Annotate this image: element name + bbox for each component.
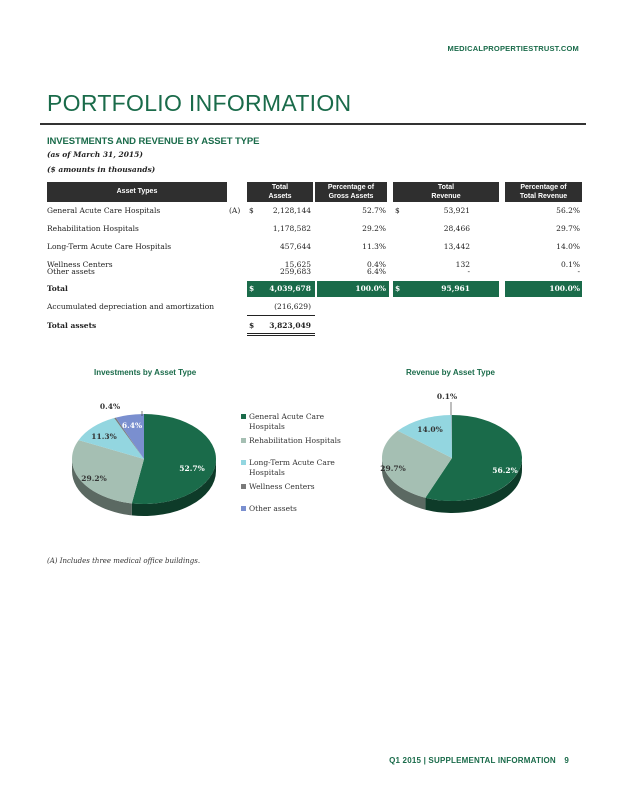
- table-row: [47, 242, 582, 254]
- row-pct-revenue: 29.7%: [556, 224, 580, 233]
- revenue-pie-chart: [368, 386, 538, 526]
- row-assets: 2,128,144: [272, 206, 311, 215]
- row-assets: 15,625: [284, 260, 311, 269]
- header-total-revenue: [393, 182, 499, 202]
- total-revenue: 95,961: [441, 284, 470, 293]
- header-asset-types: Asset Types: [47, 182, 227, 202]
- row-label: Long-Term Acute Care Hospitals: [47, 242, 172, 251]
- pie-slice-label: 29.7%: [380, 464, 406, 473]
- revenue-chart-title: Revenue by Asset Type: [406, 368, 495, 377]
- total-assets-label: Total assets: [47, 321, 97, 330]
- units-note: ($ amounts in thousands): [47, 165, 156, 174]
- accum-row: [47, 302, 582, 314]
- row-assets: 259,683: [279, 267, 311, 276]
- footer-text: Q1 2015 | SUPPLEMENTAL INFORMATION: [389, 756, 556, 765]
- footnote: (A) Includes three medical office buildings.: [47, 557, 201, 565]
- header-pct-gross: [315, 182, 387, 202]
- pie-slice-label: 0.4%: [99, 402, 121, 411]
- row-label: Other assets: [47, 267, 95, 276]
- row-revenue: 28,466: [443, 224, 470, 233]
- row-revenue: 53,921: [443, 206, 470, 215]
- total-dollar-rev: $: [395, 284, 401, 293]
- total-assets: 4,039,678: [269, 284, 311, 293]
- pie-slice-label: 29.2%: [81, 474, 107, 483]
- row-pct-revenue: 56.2%: [556, 206, 580, 215]
- row-revenue: 132: [455, 260, 470, 269]
- row-pct-revenue: 0.1%: [560, 260, 580, 269]
- row-pct-assets: 6.4%: [366, 267, 386, 276]
- row-pct-assets: 29.2%: [362, 224, 386, 233]
- row-revenue: -: [467, 267, 470, 276]
- total-rule-2: [247, 335, 315, 336]
- header-pct-revenue: [505, 182, 582, 202]
- total-rule-1: [247, 333, 315, 334]
- site-url[interactable]: MEDICALPROPERTIESTRUST.COM: [447, 44, 579, 53]
- row-dollar: $: [249, 206, 254, 215]
- legend-label: Wellness Centers: [249, 482, 315, 491]
- total-assets-dollar: $: [249, 321, 255, 330]
- pie-slice-label: 56.2%: [492, 466, 518, 475]
- legend-swatch: [241, 484, 246, 489]
- row-pct-assets: 52.7%: [362, 206, 386, 215]
- header-pct-revenue-line1: Percentage of: [520, 184, 567, 191]
- legend-label: Other assets: [249, 504, 297, 513]
- row-revenue: 13,442: [443, 242, 470, 251]
- legend-label: Long-Term Acute Care Hospitals: [249, 458, 335, 477]
- as-of-date: (as of March 31, 2015): [47, 150, 143, 159]
- row-dollar-rev: $: [395, 206, 400, 215]
- legend-swatch: [241, 414, 246, 419]
- total-row: [47, 284, 582, 296]
- pie-slice-label: 0.1%: [436, 392, 458, 401]
- header-total-revenue-line1: Total: [437, 184, 455, 191]
- page-number: 9: [564, 756, 569, 765]
- row-pct-assets: 0.4%: [366, 260, 386, 269]
- legend-swatch: [241, 506, 246, 511]
- header-pct-revenue-line2: Total Revenue: [519, 193, 568, 200]
- page-title: PORTFOLIO INFORMATION: [47, 90, 352, 116]
- row-label: Rehabilitation Hospitals: [47, 224, 139, 233]
- header-pct-gross-line1: Percentage of: [327, 184, 375, 191]
- legend-swatch: [241, 438, 246, 443]
- header-total-assets-line1: Total: [271, 184, 289, 191]
- row-note: (A): [229, 206, 241, 215]
- row-label: General Acute Care Hospitals: [47, 206, 161, 215]
- section-title: INVESTMENTS AND REVENUE BY ASSET TYPE: [47, 136, 260, 147]
- row-pct-revenue: 14.0%: [556, 242, 580, 251]
- page-footer: [389, 756, 569, 765]
- legend-swatch: [241, 460, 246, 465]
- accum-assets: (216,629): [274, 302, 311, 311]
- accum-label: Accumulated depreciation and amortization: [47, 302, 215, 311]
- total-pct-revenue: 100.0%: [549, 284, 580, 293]
- total-assets-row: [47, 321, 582, 333]
- legend-label: General Acute Care Hospitals: [249, 412, 325, 431]
- total-pct-assets: 100.0%: [355, 284, 386, 293]
- table-row: [47, 267, 582, 279]
- table-header: [47, 182, 582, 202]
- table-row: [47, 206, 582, 218]
- header-total-assets: [247, 182, 313, 202]
- subtotal-rule: [247, 315, 315, 316]
- pie-slice-label: 11.3%: [91, 432, 117, 441]
- row-pct-assets: 11.3%: [362, 242, 386, 251]
- pie-slice-label: 6.4%: [121, 421, 143, 430]
- pie-slice-label: 52.7%: [179, 464, 205, 473]
- row-assets: 457,644: [279, 242, 311, 251]
- row-assets: 1,178,582: [272, 224, 311, 233]
- header-total-assets-line2: Assets: [268, 193, 292, 200]
- header-pct-gross-line2: Gross Assets: [328, 193, 374, 200]
- title-rule: [40, 123, 586, 125]
- header-total-revenue-line2: Revenue: [431, 193, 461, 200]
- total-assets-value: 3,823,049: [269, 321, 311, 330]
- total-label: Total: [47, 284, 68, 293]
- table-row: [47, 224, 582, 236]
- total-dollar: $: [249, 284, 255, 293]
- pie-slice-label: 14.0%: [417, 425, 443, 434]
- legend-label: Rehabilitation Hospitals: [249, 436, 341, 445]
- investments-chart-title: Investments by Asset Type: [94, 368, 197, 377]
- investments-pie-chart: [60, 392, 230, 532]
- row-label: Wellness Centers: [47, 260, 113, 269]
- row-pct-revenue: -: [577, 267, 580, 276]
